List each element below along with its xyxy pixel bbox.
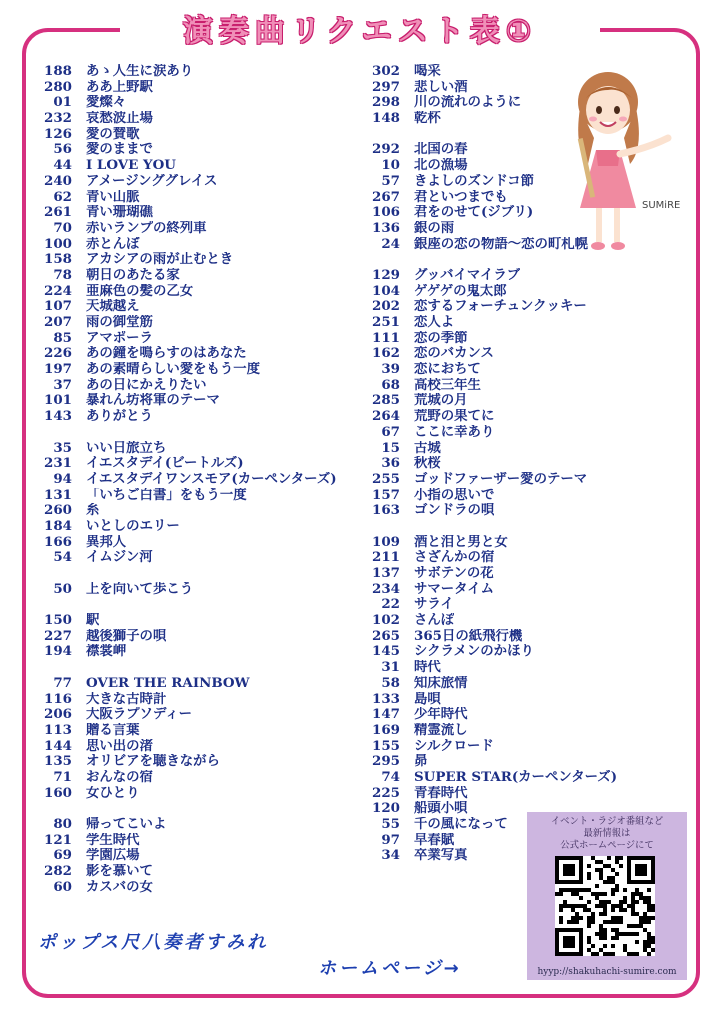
song-number: 104 xyxy=(372,282,400,299)
song-title: 君といつまでも xyxy=(414,189,508,205)
song-row xyxy=(34,472,364,488)
song-title: SUPER STAR(カーペンターズ) xyxy=(414,769,618,785)
song-number: 261 xyxy=(44,204,72,221)
song-number: 113 xyxy=(44,721,72,738)
song-title: 青い山脈 xyxy=(86,189,140,205)
song-title: 知床旅情 xyxy=(414,675,468,691)
song-row xyxy=(34,111,364,127)
song-title: あの素晴らしい愛をもう一度 xyxy=(86,362,261,378)
song-number: 225 xyxy=(372,784,400,801)
song-row xyxy=(34,864,364,880)
song-number: 202 xyxy=(372,298,400,315)
song-number: 44 xyxy=(53,157,72,174)
song-title: 暴れん坊将軍のテーマ xyxy=(86,393,220,409)
song-row xyxy=(362,315,702,331)
song-title: 青春時代 xyxy=(414,785,468,801)
song-title: シクラメンのかほり xyxy=(414,644,534,660)
song-title: 影を慕いて xyxy=(86,864,153,880)
song-number: 157 xyxy=(372,486,400,503)
song-row xyxy=(34,723,364,739)
song-title: アマポーラ xyxy=(86,330,153,346)
song-row xyxy=(362,503,702,519)
song-title: おんなの宿 xyxy=(86,769,153,785)
song-number: 57 xyxy=(381,172,400,189)
song-row xyxy=(34,535,364,551)
song-number: 231 xyxy=(44,455,72,472)
song-row xyxy=(34,770,364,786)
song-row xyxy=(34,817,364,833)
song-title: 高校三年生 xyxy=(414,377,481,393)
song-number: 106 xyxy=(372,204,400,221)
song-title: あの鐘を鳴らすのはあなた xyxy=(86,346,247,362)
song-number: 295 xyxy=(372,753,400,770)
song-row xyxy=(34,378,364,394)
song-number: 162 xyxy=(372,345,400,362)
qr-code-icon[interactable] xyxy=(555,856,655,956)
song-row xyxy=(34,190,364,206)
song-title: 女ひとり xyxy=(86,785,140,801)
song-row xyxy=(362,597,702,613)
song-row xyxy=(362,692,702,708)
song-title: 恋人よ xyxy=(414,315,455,330)
song-title: 卒業写真 xyxy=(414,848,468,864)
song-title: 青い珊瑚礁 xyxy=(86,205,153,221)
song-title: シルクロード xyxy=(414,738,494,754)
song-title: 駅 xyxy=(86,613,100,629)
song-title: 赤いランプの終列車 xyxy=(86,220,207,236)
song-row xyxy=(34,644,364,660)
song-title: ゴンドラの唄 xyxy=(414,503,495,519)
song-title: いとしのエリー xyxy=(86,518,180,534)
song-title: アカシアの雨が止むとき xyxy=(86,252,234,268)
song-row xyxy=(34,880,364,896)
list-gap xyxy=(34,660,364,676)
song-title: ありがとう xyxy=(86,409,153,425)
song-title: あの日にかえりたい xyxy=(86,377,207,393)
song-number: 264 xyxy=(372,408,400,425)
song-number: 144 xyxy=(44,737,72,754)
song-number: 129 xyxy=(372,266,400,283)
song-row xyxy=(362,613,702,629)
song-number: 35 xyxy=(53,439,72,456)
song-number: 188 xyxy=(44,63,72,79)
song-number: 78 xyxy=(53,266,72,283)
song-number: 56 xyxy=(53,141,72,158)
song-row xyxy=(362,754,702,770)
song-title: 銀の雨 xyxy=(414,220,455,236)
song-number: 70 xyxy=(53,219,72,236)
song-title: きよしのズンドコ節 xyxy=(414,173,534,189)
song-title: 恋におちて xyxy=(414,362,481,378)
song-number: 120 xyxy=(372,800,400,817)
song-row xyxy=(362,488,702,504)
song-title: 思い出の渚 xyxy=(86,738,153,754)
song-title: 大きな古時計 xyxy=(86,691,167,707)
song-number: 10 xyxy=(381,157,400,174)
homepage-url[interactable]: hyyp://shakuhachi-sumire.com xyxy=(537,967,677,977)
song-title: 「いちご白書」をもう一度 xyxy=(86,487,247,503)
song-number: 285 xyxy=(372,392,400,409)
song-title: 恋の季節 xyxy=(414,330,468,346)
song-row xyxy=(34,786,364,802)
song-title: 北国の春 xyxy=(414,142,468,158)
song-number: 69 xyxy=(53,847,72,864)
song-number: 109 xyxy=(372,533,400,550)
song-row xyxy=(34,676,364,692)
song-title: 愛のままで xyxy=(86,142,153,158)
song-number: 226 xyxy=(44,345,72,362)
song-title: 恋のバカンス xyxy=(414,346,494,362)
list-gap xyxy=(34,566,364,582)
song-row xyxy=(362,409,702,425)
song-number: 169 xyxy=(372,721,400,738)
song-row xyxy=(34,613,364,629)
song-number: 58 xyxy=(381,674,400,691)
song-row xyxy=(34,80,364,96)
song-title: 島唄 xyxy=(414,691,441,707)
song-title: 精霊流し xyxy=(414,722,468,738)
song-row xyxy=(362,739,702,755)
song-number: 126 xyxy=(44,125,72,142)
song-row xyxy=(362,472,702,488)
song-row xyxy=(362,770,702,786)
song-number: 60 xyxy=(53,878,72,895)
song-title: 船頭小唄 xyxy=(414,801,468,817)
song-title: 小指の思いで xyxy=(414,487,495,503)
song-row xyxy=(362,629,702,645)
song-number: 232 xyxy=(44,110,72,127)
song-title: ああ上野駅 xyxy=(86,79,153,95)
song-title: さざんかの宿 xyxy=(414,550,495,566)
song-number: 34 xyxy=(381,847,400,864)
footer-homepage-link[interactable]: ホームページ→ xyxy=(318,958,462,979)
song-title: 秋桜 xyxy=(414,456,441,472)
song-row xyxy=(34,142,364,158)
song-title: 天城越え xyxy=(86,299,140,315)
song-row xyxy=(362,425,702,441)
song-number: 101 xyxy=(44,392,72,409)
song-row xyxy=(34,833,364,849)
song-list-left xyxy=(34,64,364,895)
song-row xyxy=(362,441,702,457)
song-number: 155 xyxy=(372,737,400,754)
song-title: イエスタデイ(ビートルズ) xyxy=(86,456,244,472)
song-row xyxy=(34,205,364,221)
song-title: 大阪ラプソディー xyxy=(86,707,193,723)
song-row xyxy=(362,268,702,284)
song-row xyxy=(34,174,364,190)
song-title: 365日の紙飛行機 xyxy=(414,628,523,644)
song-number: 211 xyxy=(372,549,400,566)
song-number: 298 xyxy=(372,94,400,111)
song-row xyxy=(34,519,364,535)
song-row xyxy=(34,441,364,457)
song-number: 137 xyxy=(372,565,400,581)
song-number: 158 xyxy=(44,251,72,268)
song-row xyxy=(362,331,702,347)
song-row xyxy=(362,378,702,394)
song-title: さんぽ xyxy=(414,613,455,629)
song-number: 150 xyxy=(44,612,72,629)
song-title: 酒と泪と男と女 xyxy=(414,534,508,550)
song-number: 133 xyxy=(372,690,400,707)
song-number: 54 xyxy=(53,549,72,566)
song-title: 君をのせて(ジブリ) xyxy=(414,205,534,221)
song-number: 206 xyxy=(44,706,72,723)
list-gap xyxy=(34,801,364,817)
song-row xyxy=(34,409,364,425)
list-gap xyxy=(34,425,364,441)
song-row xyxy=(34,284,364,300)
list-gap xyxy=(34,597,364,613)
illustration-girl-with-shakuhachi xyxy=(548,68,680,260)
song-number: 227 xyxy=(44,627,72,644)
song-number: 68 xyxy=(381,376,400,393)
song-title: 愛燦々 xyxy=(86,95,127,111)
song-number: 147 xyxy=(372,706,400,723)
song-number: 197 xyxy=(44,361,72,378)
song-row xyxy=(34,848,364,864)
song-number: 135 xyxy=(44,753,72,770)
song-number: 71 xyxy=(53,768,72,785)
song-row xyxy=(34,393,364,409)
song-row xyxy=(34,582,364,598)
song-title: サマータイム xyxy=(414,581,495,597)
song-title: サボテンの花 xyxy=(414,566,494,581)
song-title: 悲しい酒 xyxy=(414,79,468,95)
song-title: 上を向いて歩こう xyxy=(86,581,194,597)
song-row xyxy=(34,127,364,143)
song-number: 234 xyxy=(372,580,400,597)
song-row xyxy=(34,315,364,331)
song-title: 千の風になって xyxy=(414,817,508,832)
song-number: 100 xyxy=(44,235,72,252)
song-title: 早春賦 xyxy=(414,832,455,848)
song-row xyxy=(34,739,364,755)
song-number: 62 xyxy=(53,188,72,205)
song-row xyxy=(34,707,364,723)
song-row xyxy=(362,566,702,582)
song-number: 15 xyxy=(381,439,400,456)
song-number: 31 xyxy=(381,659,400,676)
song-number: 302 xyxy=(372,63,400,79)
song-number: 80 xyxy=(53,816,72,832)
song-row xyxy=(34,550,364,566)
song-row xyxy=(362,723,702,739)
song-row xyxy=(34,692,364,708)
song-number: 22 xyxy=(381,596,400,613)
song-number: 85 xyxy=(53,329,72,346)
song-number: 131 xyxy=(44,486,72,503)
song-title: サライ xyxy=(414,597,454,613)
song-title: 越後獅子の唄 xyxy=(86,628,167,644)
song-title: カスバの女 xyxy=(86,879,153,895)
song-number: 194 xyxy=(44,643,72,660)
song-title: 昴 xyxy=(414,754,428,770)
song-row xyxy=(362,660,702,676)
song-title: ゲゲゲの鬼太郎 xyxy=(414,283,507,299)
song-number: 184 xyxy=(44,517,72,534)
song-number: 143 xyxy=(44,408,72,425)
song-title: 愛の賛歌 xyxy=(86,126,140,142)
song-number: 24 xyxy=(381,235,400,252)
song-row xyxy=(362,582,702,598)
song-title: イエスタデイワンスモア(カーペンターズ) xyxy=(86,471,337,487)
song-row xyxy=(362,393,702,409)
song-row xyxy=(34,503,364,519)
song-number: 148 xyxy=(372,110,400,127)
song-row xyxy=(34,268,364,284)
song-number: 267 xyxy=(372,188,400,205)
song-title: ゴッドファーザー愛のテーマ xyxy=(414,471,588,487)
song-row xyxy=(34,221,364,237)
song-number: 116 xyxy=(44,690,72,707)
song-number: 163 xyxy=(372,502,400,519)
song-number: 297 xyxy=(372,78,400,95)
song-title: 荒城の月 xyxy=(414,393,468,409)
song-number: 77 xyxy=(53,674,72,691)
song-number: 55 xyxy=(381,816,400,832)
song-number: 282 xyxy=(44,863,72,880)
info-line-2: 最新情報は xyxy=(583,828,631,839)
song-number: 39 xyxy=(381,361,400,378)
song-number: 36 xyxy=(381,455,400,472)
song-row xyxy=(362,346,702,362)
song-row xyxy=(362,535,702,551)
song-row xyxy=(34,754,364,770)
song-row xyxy=(34,95,364,111)
song-title: 帰ってこいよ xyxy=(86,817,167,832)
song-number: 255 xyxy=(372,470,400,487)
song-number: 280 xyxy=(44,78,72,95)
song-title: 学生時代 xyxy=(86,832,140,848)
song-number: 67 xyxy=(381,423,400,440)
song-number: 166 xyxy=(44,533,72,550)
page-title: 演奏曲リクエスト表① xyxy=(120,12,600,52)
song-title: アメージンググレイス xyxy=(86,173,218,189)
song-number: 102 xyxy=(372,612,400,629)
song-number: 37 xyxy=(53,376,72,393)
song-title: グッバイマイラブ xyxy=(414,267,521,283)
song-row xyxy=(34,252,364,268)
info-line-1: イベント・ラジオ番組など xyxy=(550,816,664,827)
song-title: 贈る言葉 xyxy=(86,722,140,738)
footer-brand: ポップス尺八奏者すみれ xyxy=(38,932,269,953)
song-number: 01 xyxy=(53,94,72,111)
song-number: 97 xyxy=(381,831,400,848)
song-row xyxy=(362,362,702,378)
song-number: 94 xyxy=(53,470,72,487)
song-row xyxy=(34,346,364,362)
song-row xyxy=(34,488,364,504)
song-row xyxy=(362,550,702,566)
song-title: 古城 xyxy=(414,440,441,456)
song-row xyxy=(34,362,364,378)
list-gap xyxy=(362,519,702,535)
song-row xyxy=(362,284,702,300)
song-number: 160 xyxy=(44,784,72,801)
song-title: 糸 xyxy=(86,503,100,519)
song-title: OVER THE RAINBOW xyxy=(86,675,250,691)
song-title: 異邦人 xyxy=(86,534,127,550)
song-number: 136 xyxy=(372,219,400,236)
song-title: 乾杯 xyxy=(414,111,441,127)
song-row xyxy=(34,331,364,347)
song-title: 銀座の恋の物語～恋の町札幌 xyxy=(414,236,589,252)
song-number: 145 xyxy=(372,643,400,660)
song-title: あゝ人生に涙あり xyxy=(86,64,194,79)
song-title: 雨の御堂筋 xyxy=(86,315,153,330)
song-title: 哀愁波止場 xyxy=(86,111,153,127)
song-number: 74 xyxy=(381,768,400,785)
song-row xyxy=(362,676,702,692)
song-row xyxy=(362,707,702,723)
song-row xyxy=(34,629,364,645)
song-title: 時代 xyxy=(414,660,441,676)
song-title: 朝日のあたる家 xyxy=(86,267,180,283)
song-row xyxy=(34,456,364,472)
song-row xyxy=(34,158,364,174)
song-title: いい日旅立ち xyxy=(86,440,167,456)
song-row xyxy=(362,644,702,660)
song-number: 292 xyxy=(372,141,400,158)
song-title: 恋するフォーチュンクッキー xyxy=(414,299,587,315)
song-number: 50 xyxy=(53,580,72,597)
song-title: 荒野の果てに xyxy=(414,409,495,425)
song-title: 学園広場 xyxy=(86,848,140,864)
song-row xyxy=(362,786,702,802)
song-title: I LOVE YOU xyxy=(86,158,176,174)
song-number: 121 xyxy=(44,831,72,848)
info-box xyxy=(527,812,687,980)
song-title: オリビアを聴きながら xyxy=(86,754,220,770)
song-title: 喝采 xyxy=(414,64,441,79)
song-number: 207 xyxy=(44,314,72,330)
song-title: 亜麻色の髪の乙女 xyxy=(86,283,194,299)
song-row xyxy=(34,64,364,80)
song-number: 107 xyxy=(44,298,72,315)
info-line-3: 公式ホームページにて xyxy=(560,840,654,851)
song-row xyxy=(34,237,364,253)
song-number: 260 xyxy=(44,502,72,519)
song-title: 襟裳岬 xyxy=(86,644,127,660)
song-title: ここに幸あり xyxy=(414,424,495,440)
signature: SUMiRE xyxy=(642,200,680,211)
song-number: 240 xyxy=(44,172,72,189)
song-row xyxy=(34,299,364,315)
song-row xyxy=(362,456,702,472)
song-number: 265 xyxy=(372,627,400,644)
song-title: 川の流れのように xyxy=(414,95,522,111)
song-number: 111 xyxy=(372,329,400,346)
song-title: 少年時代 xyxy=(414,707,468,723)
song-number: 224 xyxy=(44,282,72,299)
song-title: 赤とんぼ xyxy=(86,236,140,252)
song-title: イムジン河 xyxy=(86,550,153,566)
song-title: 北の漁場 xyxy=(414,158,468,174)
song-number: 251 xyxy=(372,314,400,330)
song-row xyxy=(362,299,702,315)
